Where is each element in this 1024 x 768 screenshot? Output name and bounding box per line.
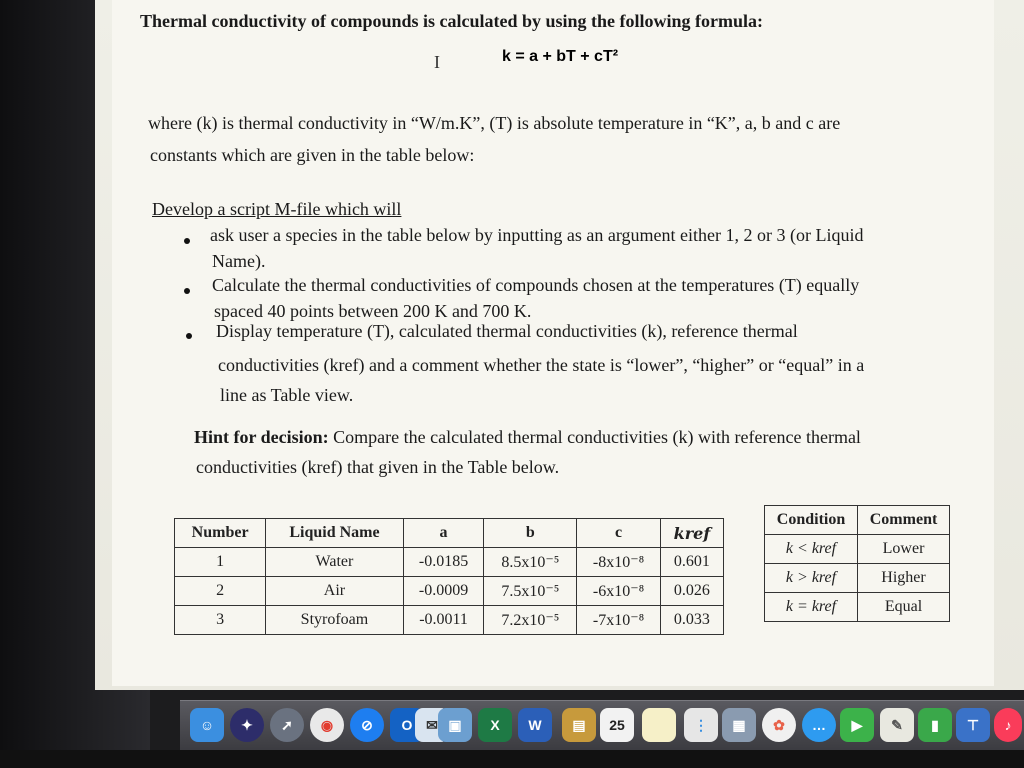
doc-title: Thermal conductivity of compounds is calculated by using the following formula: — [140, 11, 764, 31]
header-cell: Comment — [858, 506, 950, 535]
numbers-icon[interactable]: ▮ — [918, 708, 952, 742]
bullet-icon — [184, 238, 190, 244]
header-cell: c — [577, 519, 661, 548]
table-cell: 3 — [175, 606, 266, 635]
table-cell: Equal — [858, 593, 950, 622]
notes-icon[interactable] — [642, 708, 676, 742]
header-cell: kref — [660, 519, 723, 548]
formula: k = a + bT + cT² — [502, 48, 619, 65]
table-cell: Air — [266, 577, 403, 606]
finder-icon[interactable]: ☺ — [190, 708, 224, 742]
bullet-1-line-2: Name). — [212, 251, 266, 271]
textedit-icon[interactable]: ✎ — [880, 708, 914, 742]
bullet-3-line-2: conductivities (kref) and a comment whether the state is “lower”, “higher” or “equal” in a — [218, 355, 865, 375]
header-cell: Number — [175, 519, 266, 548]
table-cell: k > kref — [765, 564, 858, 593]
notes-folder-icon[interactable]: ▤ — [562, 708, 596, 742]
text-cursor-icon: I — [434, 52, 440, 72]
mail-icon[interactable]: ✉ — [415, 708, 449, 742]
table-row — [175, 606, 724, 635]
hint-line-2: conductivities (kref) that given in the Table below. — [196, 457, 560, 477]
table-row — [175, 577, 724, 606]
header-cell: Liquid Name — [266, 519, 403, 548]
table-cell: k < kref — [765, 535, 858, 564]
chrome-icon[interactable]: ◉ — [310, 708, 344, 742]
table-header-row — [765, 506, 950, 535]
table-cell: 7.2x10⁻⁵ — [484, 606, 577, 635]
document-page[interactable] — [112, 0, 994, 686]
table-cell: 8.5x10⁻⁵ — [484, 548, 577, 577]
table-cell: Lower — [858, 535, 950, 564]
table-cell: 2 — [175, 577, 266, 606]
bullet-3-line-1: Display temperature (T), calculated thermal conductivities (k), reference thermal — [216, 321, 798, 341]
table-cell: 1 — [175, 548, 266, 577]
develop-heading: Develop a script M-file which will — [152, 199, 402, 219]
constants-table — [174, 518, 724, 635]
music-icon[interactable]: ♪ — [994, 708, 1022, 742]
excel-icon[interactable]: X — [478, 708, 512, 742]
table-cell: -0.0009 — [403, 577, 484, 606]
messages-icon[interactable]: … — [802, 708, 836, 742]
table-row — [765, 593, 950, 622]
table-header-row — [175, 519, 724, 548]
table-row — [175, 548, 724, 577]
launchpad-icon[interactable]: ✦ — [230, 708, 264, 742]
condition-table — [764, 505, 950, 622]
table-cell: -8x10⁻⁸ — [577, 548, 661, 577]
table-cell: 0.026 — [660, 577, 723, 606]
table-row — [765, 535, 950, 564]
table-cell: -0.0011 — [403, 606, 484, 635]
header-cell: Condition — [765, 506, 858, 535]
table-cell: 7.5x10⁻⁵ — [484, 577, 577, 606]
where-line-1: where (k) is thermal conductivity in “W/m.K”, (T) is absolute temperature in “K”, a, b and c are — [148, 113, 841, 133]
table-cell: -7x10⁻⁸ — [577, 606, 661, 635]
table-cell: Styrofoam — [266, 606, 403, 635]
table-cell: -0.0185 — [403, 548, 484, 577]
keynote2-icon[interactable]: ⊤ — [956, 708, 990, 742]
word-icon[interactable]: W — [518, 708, 552, 742]
bullet-2-line-1: Calculate the thermal conductivities of compounds chosen at the temperatures (T) equally — [212, 275, 860, 295]
table-cell: Higher — [858, 564, 950, 593]
dots-icon[interactable]: ⋮ — [684, 708, 718, 742]
safari-icon[interactable]: ⊘ — [350, 708, 384, 742]
hint-text: Compare the calculated thermal conductivities (k) with reference thermal — [328, 427, 861, 447]
table-cell: 0.601 — [660, 548, 723, 577]
calendar-day: 25 — [609, 717, 625, 733]
bullet-icon — [186, 333, 192, 339]
hint-label: Hint for decision: — [194, 427, 329, 447]
table-cell: k = kref — [765, 593, 858, 622]
hint-line-1 — [194, 424, 861, 450]
bullet-3-line-3: line as Table view. — [220, 385, 354, 405]
rocket-icon[interactable]: ➚ — [270, 708, 304, 742]
header-cell: b — [484, 519, 577, 548]
bullet-2-line-2: spaced 40 points between 200 K and 700 K. — [214, 301, 532, 321]
table-cell: 0.033 — [660, 606, 723, 635]
table-row — [765, 564, 950, 593]
preview-icon[interactable]: ▣ — [438, 708, 472, 742]
where-line-2: constants which are given in the table below: — [150, 145, 475, 165]
photos-icon[interactable]: ✿ — [762, 708, 796, 742]
outlook-icon[interactable]: O — [390, 708, 424, 742]
bullet-icon — [184, 288, 190, 294]
facetime-icon[interactable]: ▶ — [840, 708, 874, 742]
bullet-1-line-1: ask user a species in the table below by inputting as an argument either 1, 2 or 3 (or Liquid — [210, 225, 864, 245]
keynote-icon[interactable]: ▦ — [722, 708, 756, 742]
table-cell: Water — [266, 548, 403, 577]
table-cell: -6x10⁻⁸ — [577, 577, 661, 606]
header-cell: a — [403, 519, 484, 548]
monitor-bottom-bezel — [0, 750, 1024, 768]
calendar-icon[interactable] — [600, 708, 634, 742]
